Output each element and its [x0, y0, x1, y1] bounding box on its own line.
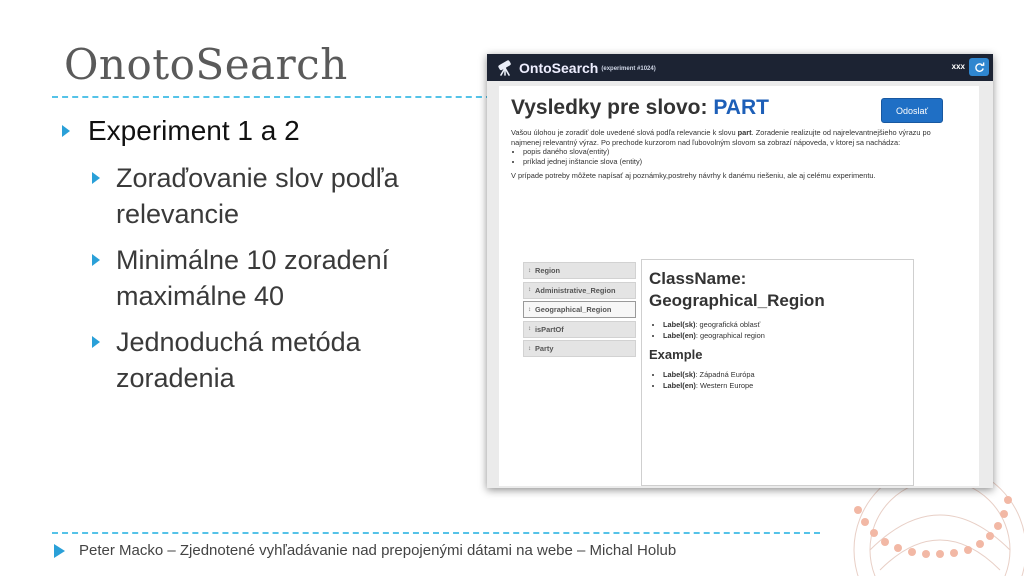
bullet-list: [62, 112, 462, 396]
sub-bullet-text: Minimálne 10 zoradení maximálne 40: [116, 245, 390, 311]
instructions-note: V prípade potreby môžete napísať aj poznámky,postrehy návrhy k danému riešeniu, ale aj celému experimentu.: [511, 171, 876, 181]
label-key: Label(en): [663, 380, 696, 390]
sub-bullet-item: [92, 324, 462, 396]
slide-title: OnotoSearch: [64, 40, 348, 89]
label-key: Label(en): [663, 330, 696, 340]
results-heading: [511, 96, 769, 120]
label-value: : Západná Európa: [695, 370, 755, 379]
footer-divider: [52, 532, 820, 534]
navbar: [487, 54, 993, 81]
heading-prefix: Vysledky pre slovo:: [511, 96, 708, 119]
sortable-item-label: isPartOf: [535, 324, 564, 334]
detail-panel: [641, 259, 914, 486]
sortable-item-label: Geographical_Region: [535, 305, 612, 315]
brand-subtitle: (experiment #1024): [601, 66, 656, 72]
grip-icon: ↕: [528, 267, 531, 274]
instructions-list: [523, 147, 951, 166]
list-item: [663, 320, 906, 331]
telescope-icon: [496, 59, 514, 77]
bullet-arrow-icon: [62, 125, 70, 137]
instructions-line-a: Vašou úlohou je zoradiť dole uvedené slová podľa relevancie k slovu: [511, 128, 736, 137]
bullet-item: [62, 112, 462, 150]
sub-bullet-text: Jednoduchá metóda zoradenia: [116, 327, 361, 393]
list-item: • popis daného slova(entity): [523, 147, 951, 157]
example-labels: [663, 370, 906, 391]
footer-arrow-icon: [54, 544, 65, 558]
sortable-item-region[interactable]: [523, 262, 636, 279]
sortable-item-geographical-region[interactable]: [523, 301, 636, 318]
instructions-keyword: part: [737, 128, 752, 137]
title-divider: [52, 96, 492, 98]
send-button[interactable]: Odoslať: [881, 98, 943, 123]
label-value: : geografická oblasť: [695, 320, 761, 329]
sub-bullet-text: Zoraďovanie slov podľa relevancie: [116, 163, 399, 229]
sortable-item-ispartof[interactable]: [523, 321, 636, 338]
slide-footer: [54, 542, 676, 559]
bullet-arrow-icon: [92, 336, 100, 348]
label-value: : geographical region: [695, 330, 765, 340]
grip-icon: ↕: [528, 345, 531, 352]
sub-bullet-item: [92, 160, 462, 232]
bullet-text: Experiment 1 a 2: [88, 115, 300, 146]
brand-name[interactable]: OntoSearch: [519, 59, 599, 76]
example-heading: Example: [649, 347, 703, 362]
list-item: [663, 370, 906, 381]
user-name: xxx: [951, 62, 965, 71]
heading-word: PART: [713, 96, 769, 119]
grip-icon: ↕: [528, 326, 531, 333]
list-item: [663, 381, 906, 392]
bullet-arrow-icon: [92, 172, 100, 184]
detail-labels: [663, 320, 906, 341]
label-key: Label(sk): [663, 370, 696, 379]
label-key: Label(sk): [663, 320, 696, 329]
label-value: : Western Europe: [695, 380, 754, 390]
instructions-text: [511, 128, 951, 147]
detail-title-line2: Geographical_Region: [649, 291, 825, 310]
instructions-line-b: . Zoradenie realizujte od najrelevantnejšieho výrazu po najmenej relevantný výraz. Po prechode kurzorom nad ľubovolným slovom sa zobrazí nápoveda, v ktorej sa nachádza:: [511, 128, 931, 147]
grip-icon: ↕: [528, 287, 531, 294]
sortable-item-administrative-region[interactable]: [523, 282, 636, 299]
grip-icon: ↕: [528, 306, 531, 313]
sortable-list: [523, 262, 636, 360]
app-screenshot: [487, 54, 993, 488]
sub-bullet-item: [92, 242, 462, 314]
refresh-icon: [974, 62, 985, 73]
sortable-item-label: Administrative_Region: [535, 285, 616, 295]
refresh-button[interactable]: [969, 58, 989, 76]
instructions: [511, 128, 951, 181]
sortable-item-label: Region: [535, 266, 561, 275]
list-item: [663, 331, 906, 342]
bullet-arrow-icon: [92, 254, 100, 266]
sortable-item-label: Party: [535, 344, 554, 354]
sortable-item-party[interactable]: [523, 340, 636, 357]
list-item: • príklad jednej inštancie slova (entity): [523, 157, 951, 167]
detail-title-line1: ClassName:: [649, 269, 747, 288]
footer-text: Peter Macko – Zjednotené vyhľadávanie nad prepojenými dátami na webe – Michal Holub: [79, 542, 677, 559]
